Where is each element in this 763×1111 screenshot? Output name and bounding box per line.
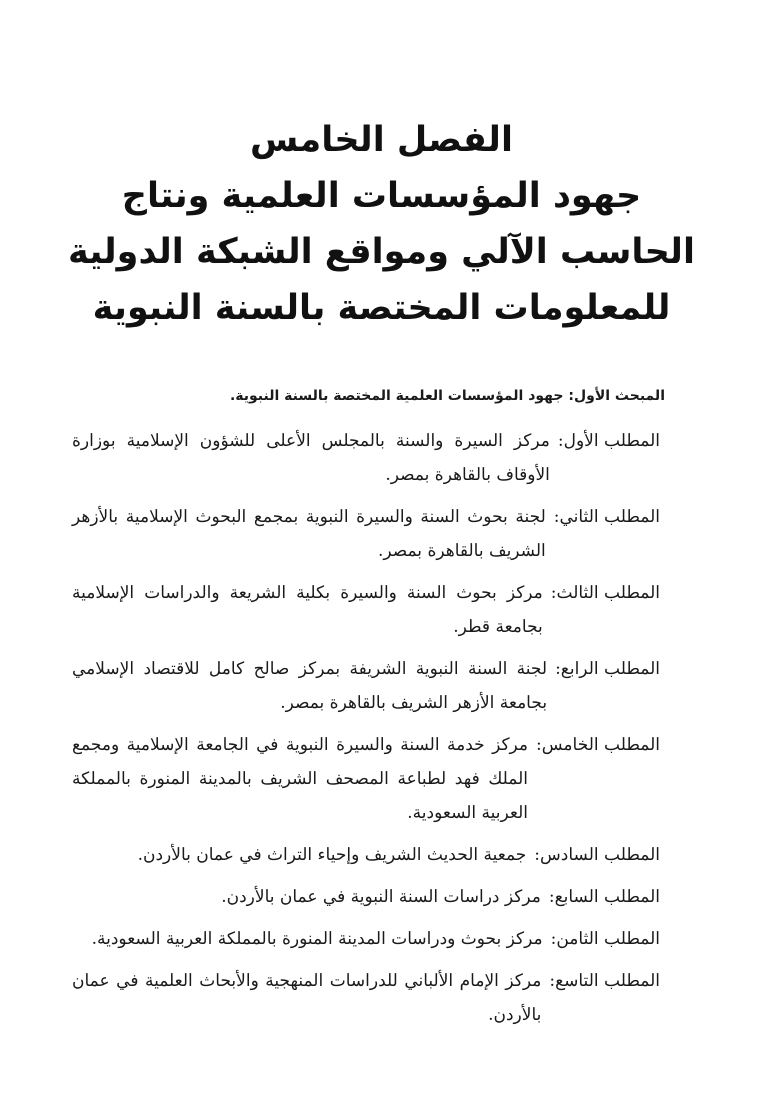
item-label: المطلب السادس:: [534, 845, 660, 865]
item-label: المطلب الثامن:: [550, 929, 660, 949]
list-item: [72, 652, 660, 720]
chapter-title-line: جهود المؤسسات العلمية ونتاج: [121, 176, 642, 216]
item-label: المطلب الرابع:: [555, 659, 660, 679]
item-text: جمعية الحديث الشريف وإحياء التراث في عمان بالأردن.: [137, 845, 527, 865]
item-text: مركز دراسات السنة النبوية في عمان بالأردن.: [221, 887, 541, 907]
list-item: [72, 838, 660, 872]
item-text: مركز خدمة السنة والسيرة النبوية في الجامعة الإسلامية ومجمع الملك فهد لطباعة المصحف الشريف بالمدينة المنورة بالمملكة العربية السعودية.: [72, 735, 529, 823]
item-label: المطلب الثالث:: [550, 583, 660, 603]
item-label: المطلب السابع:: [548, 887, 660, 907]
section-heading: المبحث الأول: جهود المؤسسات العلمية المختصة بالسنة النبوية.: [229, 388, 665, 404]
list-item: [72, 880, 660, 914]
item-label: المطلب الثاني:: [553, 507, 660, 527]
list-item: [72, 500, 660, 568]
item-text: مركز بحوث ودراسات المدينة المنورة بالمملكة العربية السعودية.: [91, 929, 543, 949]
item-text: لجنة بحوث السنة والسيرة النبوية بمجمع البحوث الإسلامية بالأزهر الشريف بالقاهرة بمصر.: [72, 507, 546, 561]
item-text: مركز السيرة والسنة بالمجلس الأعلى للشؤون الإسلامية بوزارة الأوقاف بالقاهرة بمصر.: [72, 431, 550, 485]
list-item: [72, 922, 660, 956]
item-label: المطلب التاسع:: [549, 971, 660, 991]
list-item: [72, 576, 660, 644]
item-list: [72, 424, 660, 1040]
chapter-title-line: الفصل الخامس: [250, 120, 513, 160]
list-item: [72, 424, 660, 492]
chapter-title-line: للمعلومات المختصة بالسنة النبوية: [92, 288, 671, 328]
item-label: المطلب الأول:: [557, 431, 660, 451]
list-item: [72, 728, 660, 830]
item-text: لجنة السنة النبوية الشريفة بمركز صالح كامل للاقتصاد الإسلامي بجامعة الأزهر الشريف بالقاهرة بمصر.: [72, 659, 548, 713]
chapter-title-line: الحاسب الآلي ومواقع الشبكة الدولية: [68, 232, 695, 272]
list-item: [72, 964, 660, 1032]
item-text: مركز بحوث السنة والسيرة بكلية الشريعة والدراسات الإسلامية بجامعة قطر.: [72, 583, 543, 637]
item-text: مركز الإمام الألباني للدراسات المنهجية والأبحاث العلمية في عمان بالأردن.: [72, 971, 542, 1025]
item-label: المطلب الخامس:: [536, 735, 660, 755]
chapter-title-block: [0, 112, 763, 336]
